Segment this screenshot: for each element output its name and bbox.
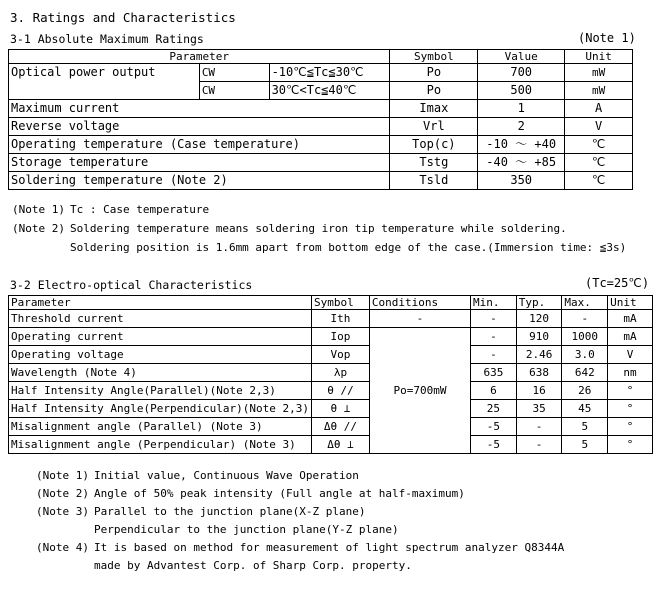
abs-note-2 [12,222,567,235]
eo-header-conditions: Conditions [369,296,470,310]
symbol-cell: Δθ ⊥ [312,436,370,454]
param-cell: Storage temperature [9,154,390,172]
abs-note-ref: (Note 1) [578,31,636,45]
unit-cell: ° [608,418,653,436]
abs-header-parameter: Parameter [9,50,390,64]
table-row [9,100,633,118]
table-row [9,346,653,364]
eo-note-4 [36,541,565,554]
table-row [9,328,653,346]
table-row [9,436,653,454]
table-row [9,418,653,436]
min-cell: 25 [471,400,517,418]
max-cell: 26 [562,382,608,400]
value-cell: 350 [478,172,565,190]
param-cell: Soldering temperature (Note 2) [9,172,390,190]
abs-max-title: 3-1 Absolute Maximum Ratings [10,32,204,46]
symbol-cell: Vrl [390,118,478,136]
note-text: Initial value, Continuous Wave Operation [94,469,359,482]
eo-header-parameter: Parameter [9,296,312,310]
typ-cell: 35 [516,400,562,418]
eo-table [8,295,653,454]
unit-cell: ° [608,436,653,454]
param-cell: Operating voltage [9,346,312,364]
max-cell: 1000 [562,328,608,346]
note-text: Tc : Case temperature [70,203,210,216]
note-text: Angle of 50% peak intensity (Full angle at half-maximum) [94,487,465,500]
eo-note-1 [36,469,359,482]
optical-value: 500 [478,82,565,100]
value-cell: 1 [478,100,565,118]
abs-note-2-continued: Soldering position is 1.6mm apart from bottom edge of the case.(Immersion time: ≦3s) [70,241,627,254]
unit-cell: ℃ [565,136,633,154]
table-row [9,172,633,190]
eo-note-4-continued: made by Advantest Corp. of Sharp Corp. property. [94,559,412,572]
note-label: (Note 1) [36,469,89,482]
min-cell: - [471,310,517,328]
unit-cell: A [565,100,633,118]
abs-note-1 [12,203,210,216]
optical-power-label: Optical power output [9,64,200,100]
eo-header-symbol: Symbol [312,296,370,310]
note-text: Parallel to the junction plane(X-Z plane) [94,505,366,518]
param-cell: Wavelength (Note 4) [9,364,312,382]
unit-cell: ° [608,400,653,418]
eo-title: 3-2 Electro-optical Characteristics [10,278,253,292]
symbol-cell: λp [312,364,370,382]
typ-cell: 638 [516,364,562,382]
note-text: Soldering temperature means soldering iron tip temperature while soldering. [70,222,567,235]
typ-cell: 16 [516,382,562,400]
symbol-cell: Vop [312,346,370,364]
eo-header-typ: Typ. [516,296,562,310]
note-label: (Note 3) [36,505,89,518]
param-cell: Half Intensity Angle(Perpendicular)(Note 2,3) [9,400,312,418]
table-row [9,310,653,328]
symbol-cell: Ith [312,310,370,328]
merged-condition-cell: Po=700mW [369,328,470,454]
eo-header-max: Max. [562,296,608,310]
min-cell: - [471,328,517,346]
eo-note-2 [36,487,465,500]
optical-mode: CW [199,82,269,100]
unit-cell: nm [608,364,653,382]
param-cell: Half Intensity Angle(Parallel)(Note 2,3) [9,382,312,400]
optical-value: 700 [478,64,565,82]
optical-condition: 30℃<Tc≦40℃ [269,82,390,100]
max-cell: 642 [562,364,608,382]
max-cell: - [562,310,608,328]
note-label: (Note 2) [12,222,65,235]
max-cell: 45 [562,400,608,418]
abs-max-table [8,49,633,190]
unit-cell: ° [608,382,653,400]
symbol-cell: Imax [390,100,478,118]
unit-cell: mA [608,310,653,328]
typ-cell: 120 [516,310,562,328]
optical-unit: mW [565,64,633,82]
unit-cell: ℃ [565,172,633,190]
param-cell: Misalignment angle (Perpendicular) (Note 3) [9,436,312,454]
param-cell: Threshold current [9,310,312,328]
max-cell: 5 [562,418,608,436]
unit-cell: ℃ [565,154,633,172]
eo-note-3 [36,505,366,518]
unit-cell: V [565,118,633,136]
typ-cell: 2.46 [516,346,562,364]
unit-cell: V [608,346,653,364]
param-cell: Misalignment angle (Parallel) (Note 3) [9,418,312,436]
symbol-cell: θ // [312,382,370,400]
note-label: (Note 1) [12,203,65,216]
eo-header-row [9,296,653,310]
table-row [9,154,633,172]
typ-cell: 910 [516,328,562,346]
abs-row-optical-1 [9,64,633,82]
max-cell: 5 [562,436,608,454]
optical-condition: -10℃≦Tc≦30℃ [269,64,390,82]
eo-header-min: Min. [471,296,517,310]
condition-cell: - [369,310,470,328]
symbol-cell: θ ⊥ [312,400,370,418]
value-cell: 2 [478,118,565,136]
section-title: 3. Ratings and Characteristics [10,10,236,25]
abs-header-value: Value [478,50,565,64]
note-label: (Note 4) [36,541,89,554]
max-cell: 3.0 [562,346,608,364]
optical-unit: mW [565,82,633,100]
min-cell: -5 [471,436,517,454]
optical-symbol: Po [390,82,478,100]
note-text: It is based on method for measurement of light spectrum analyzer Q8344A [94,541,565,554]
min-cell: 6 [471,382,517,400]
value-cell: -10 ～ +40 [478,136,565,154]
eo-header-unit: Unit [608,296,653,310]
optical-mode: CW [199,64,269,82]
table-row [9,382,653,400]
eo-condition-ref: (Tc=25℃) [585,276,650,290]
symbol-cell: Δθ // [312,418,370,436]
abs-header-symbol: Symbol [390,50,478,64]
symbol-cell: Top(c) [390,136,478,154]
param-cell: Operating current [9,328,312,346]
symbol-cell: Tstg [390,154,478,172]
min-cell: - [471,346,517,364]
param-cell: Reverse voltage [9,118,390,136]
table-row [9,400,653,418]
param-cell: Maximum current [9,100,390,118]
symbol-cell: Iop [312,328,370,346]
table-row [9,118,633,136]
typ-cell: - [516,418,562,436]
typ-cell: - [516,436,562,454]
note-label: (Note 2) [36,487,89,500]
param-cell: Operating temperature (Case temperature) [9,136,390,154]
eo-note-3-continued: Perpendicular to the junction plane(Y-Z plane) [94,523,399,536]
abs-header-row [9,50,633,64]
min-cell: 635 [471,364,517,382]
unit-cell: mA [608,328,653,346]
symbol-cell: Tsld [390,172,478,190]
value-cell: -40 ～ +85 [478,154,565,172]
min-cell: -5 [471,418,517,436]
optical-symbol: Po [390,64,478,82]
table-row [9,364,653,382]
abs-header-unit: Unit [565,50,633,64]
table-row [9,136,633,154]
